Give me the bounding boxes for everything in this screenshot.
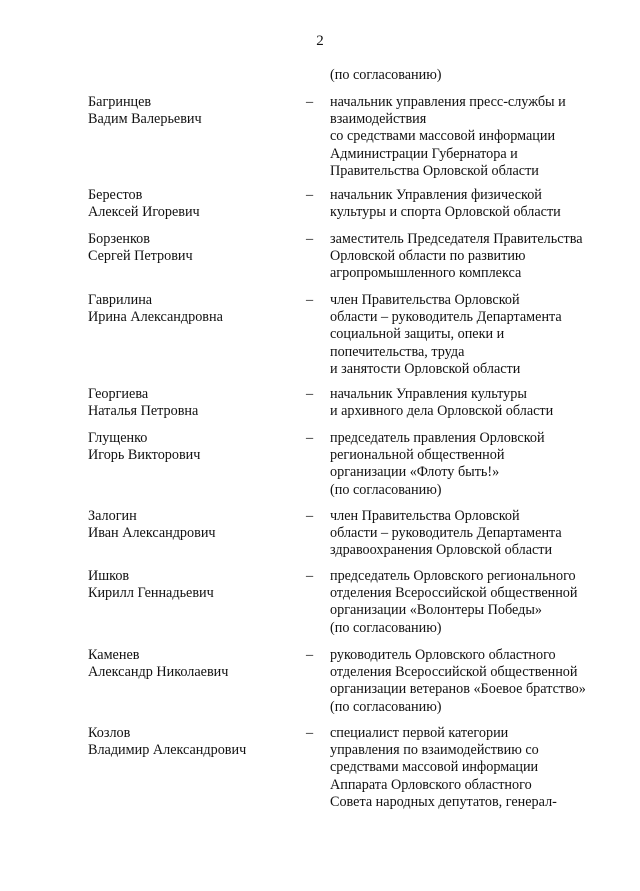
member-surname: Багринцев — [88, 94, 152, 110]
member-name — [88, 94, 202, 128]
member-surname: Георгиева — [88, 386, 149, 402]
member-dash: – — [306, 386, 314, 402]
member-role-line: агропромышленного комплекса — [330, 265, 522, 282]
member-role — [330, 568, 630, 637]
member-given-names: Александр Николаевич — [88, 664, 229, 681]
member-role-line: председатель Орловского регионального — [330, 568, 576, 584]
member-given-names: Ирина Александровна — [88, 309, 223, 326]
member-dash: – — [306, 508, 314, 524]
member-role-line: здравоохранения Орловской области — [330, 542, 553, 559]
member-role-line: области – руководитель Департамента — [330, 525, 562, 542]
member-dash: – — [306, 430, 314, 446]
member-given-names: Иван Александрович — [88, 525, 216, 542]
member-role-line: руководитель Орловского областного — [330, 647, 556, 663]
member-given-names: Алексей Игоревич — [88, 204, 200, 221]
member-role-line: организации «Волонтеры Победы» — [330, 602, 542, 619]
member-surname: Залогин — [88, 508, 137, 524]
member-role-line: Аппарата Орловского областного — [330, 776, 532, 793]
member-dash: – — [306, 725, 314, 741]
member-dash: – — [306, 568, 314, 584]
member-role-line: попечительства, труда — [330, 343, 465, 360]
member-dash: – — [306, 231, 314, 247]
member-name — [88, 187, 200, 221]
member-role — [330, 647, 630, 716]
member-name — [88, 508, 216, 542]
member-role-line: Правительства Орловской области — [330, 162, 539, 179]
member-role-line: начальник управления пресс-службы и — [330, 94, 566, 110]
member-role-line: (по согласованию) — [330, 698, 442, 715]
member-role-line: начальник Управления культуры — [330, 386, 527, 402]
member-surname: Козлов — [88, 725, 131, 741]
member-given-names: Кирилл Геннадьевич — [88, 585, 214, 602]
member-name — [88, 647, 228, 681]
member-role — [330, 386, 630, 420]
member-role-line: председатель правления Орловской — [330, 430, 545, 446]
member-surname: Гаврилина — [88, 292, 153, 308]
member-name — [88, 725, 246, 759]
member-role — [330, 187, 630, 221]
member-given-names: Наталья Петровна — [88, 403, 199, 420]
member-role — [330, 430, 630, 499]
member-name — [88, 430, 200, 464]
member-role-line: социальной защиты, опеки и — [330, 326, 505, 343]
member-role-line: управления по взаимодействию со — [330, 742, 539, 759]
member-role-line: области – руководитель Департамента — [330, 309, 562, 326]
member-role-line: организации «Флоту быть!» — [330, 464, 500, 481]
member-dash: – — [306, 94, 314, 110]
member-role-line: со средствами массовой информации — [330, 128, 556, 145]
member-role — [330, 508, 630, 560]
member-role-line: организации ветеранов «Боевое братство» — [330, 681, 586, 698]
member-name — [88, 292, 223, 326]
member-surname: Берестов — [88, 187, 143, 203]
member-role — [330, 94, 630, 180]
member-name — [88, 568, 214, 602]
member-given-names: Сергей Петрович — [88, 248, 193, 265]
member-role-line: заместитель Председателя Правительства — [330, 231, 583, 247]
member-role-line: член Правительства Орловской — [330, 292, 520, 308]
member-given-names: Игорь Викторович — [88, 447, 201, 464]
member-surname: Ишков — [88, 568, 130, 584]
member-surname: Глущенко — [88, 430, 148, 446]
member-dash: – — [306, 647, 314, 663]
member-dash: – — [306, 187, 314, 203]
member-dash: – — [306, 292, 314, 308]
member-given-names: Владимир Александрович — [88, 742, 247, 759]
member-name — [88, 386, 198, 420]
member-role-line: Орловской области по развитию — [330, 248, 526, 265]
member-surname: Каменев — [88, 647, 140, 663]
member-role-line: взаимодействия — [330, 111, 427, 128]
member-role-line: отделения Всероссийской общественной — [330, 585, 578, 602]
member-role-line: культуры и спорта Орловской области — [330, 204, 561, 221]
member-role-line: средствами массовой информации — [330, 759, 539, 776]
member-role-line: специалист первой категории — [330, 725, 509, 741]
member-role-line: (по согласованию) — [330, 619, 442, 636]
member-role-line: Администрации Губернатора и — [330, 145, 518, 162]
member-role — [330, 292, 630, 378]
member-role-line: член Правительства Орловской — [330, 508, 520, 524]
member-role-line: региональной общественной — [330, 447, 505, 464]
continuation-text: (по согласованию) — [330, 67, 442, 83]
page-number: 2 — [316, 33, 324, 49]
member-role-line: и занятости Орловской области — [330, 360, 521, 377]
member-role-line: Совета народных депутатов, генерал- — [330, 793, 557, 810]
member-role-line: (по согласованию) — [330, 481, 442, 498]
member-name — [88, 231, 193, 265]
member-role-line: начальник Управления физической — [330, 187, 542, 203]
member-given-names: Вадим Валерьевич — [88, 111, 202, 128]
member-surname: Борзенков — [88, 231, 150, 247]
member-role — [330, 231, 630, 283]
member-role — [330, 725, 630, 811]
member-role-line: и архивного дела Орловской области — [330, 403, 554, 420]
member-role-line: отделения Всероссийской общественной — [330, 664, 578, 681]
